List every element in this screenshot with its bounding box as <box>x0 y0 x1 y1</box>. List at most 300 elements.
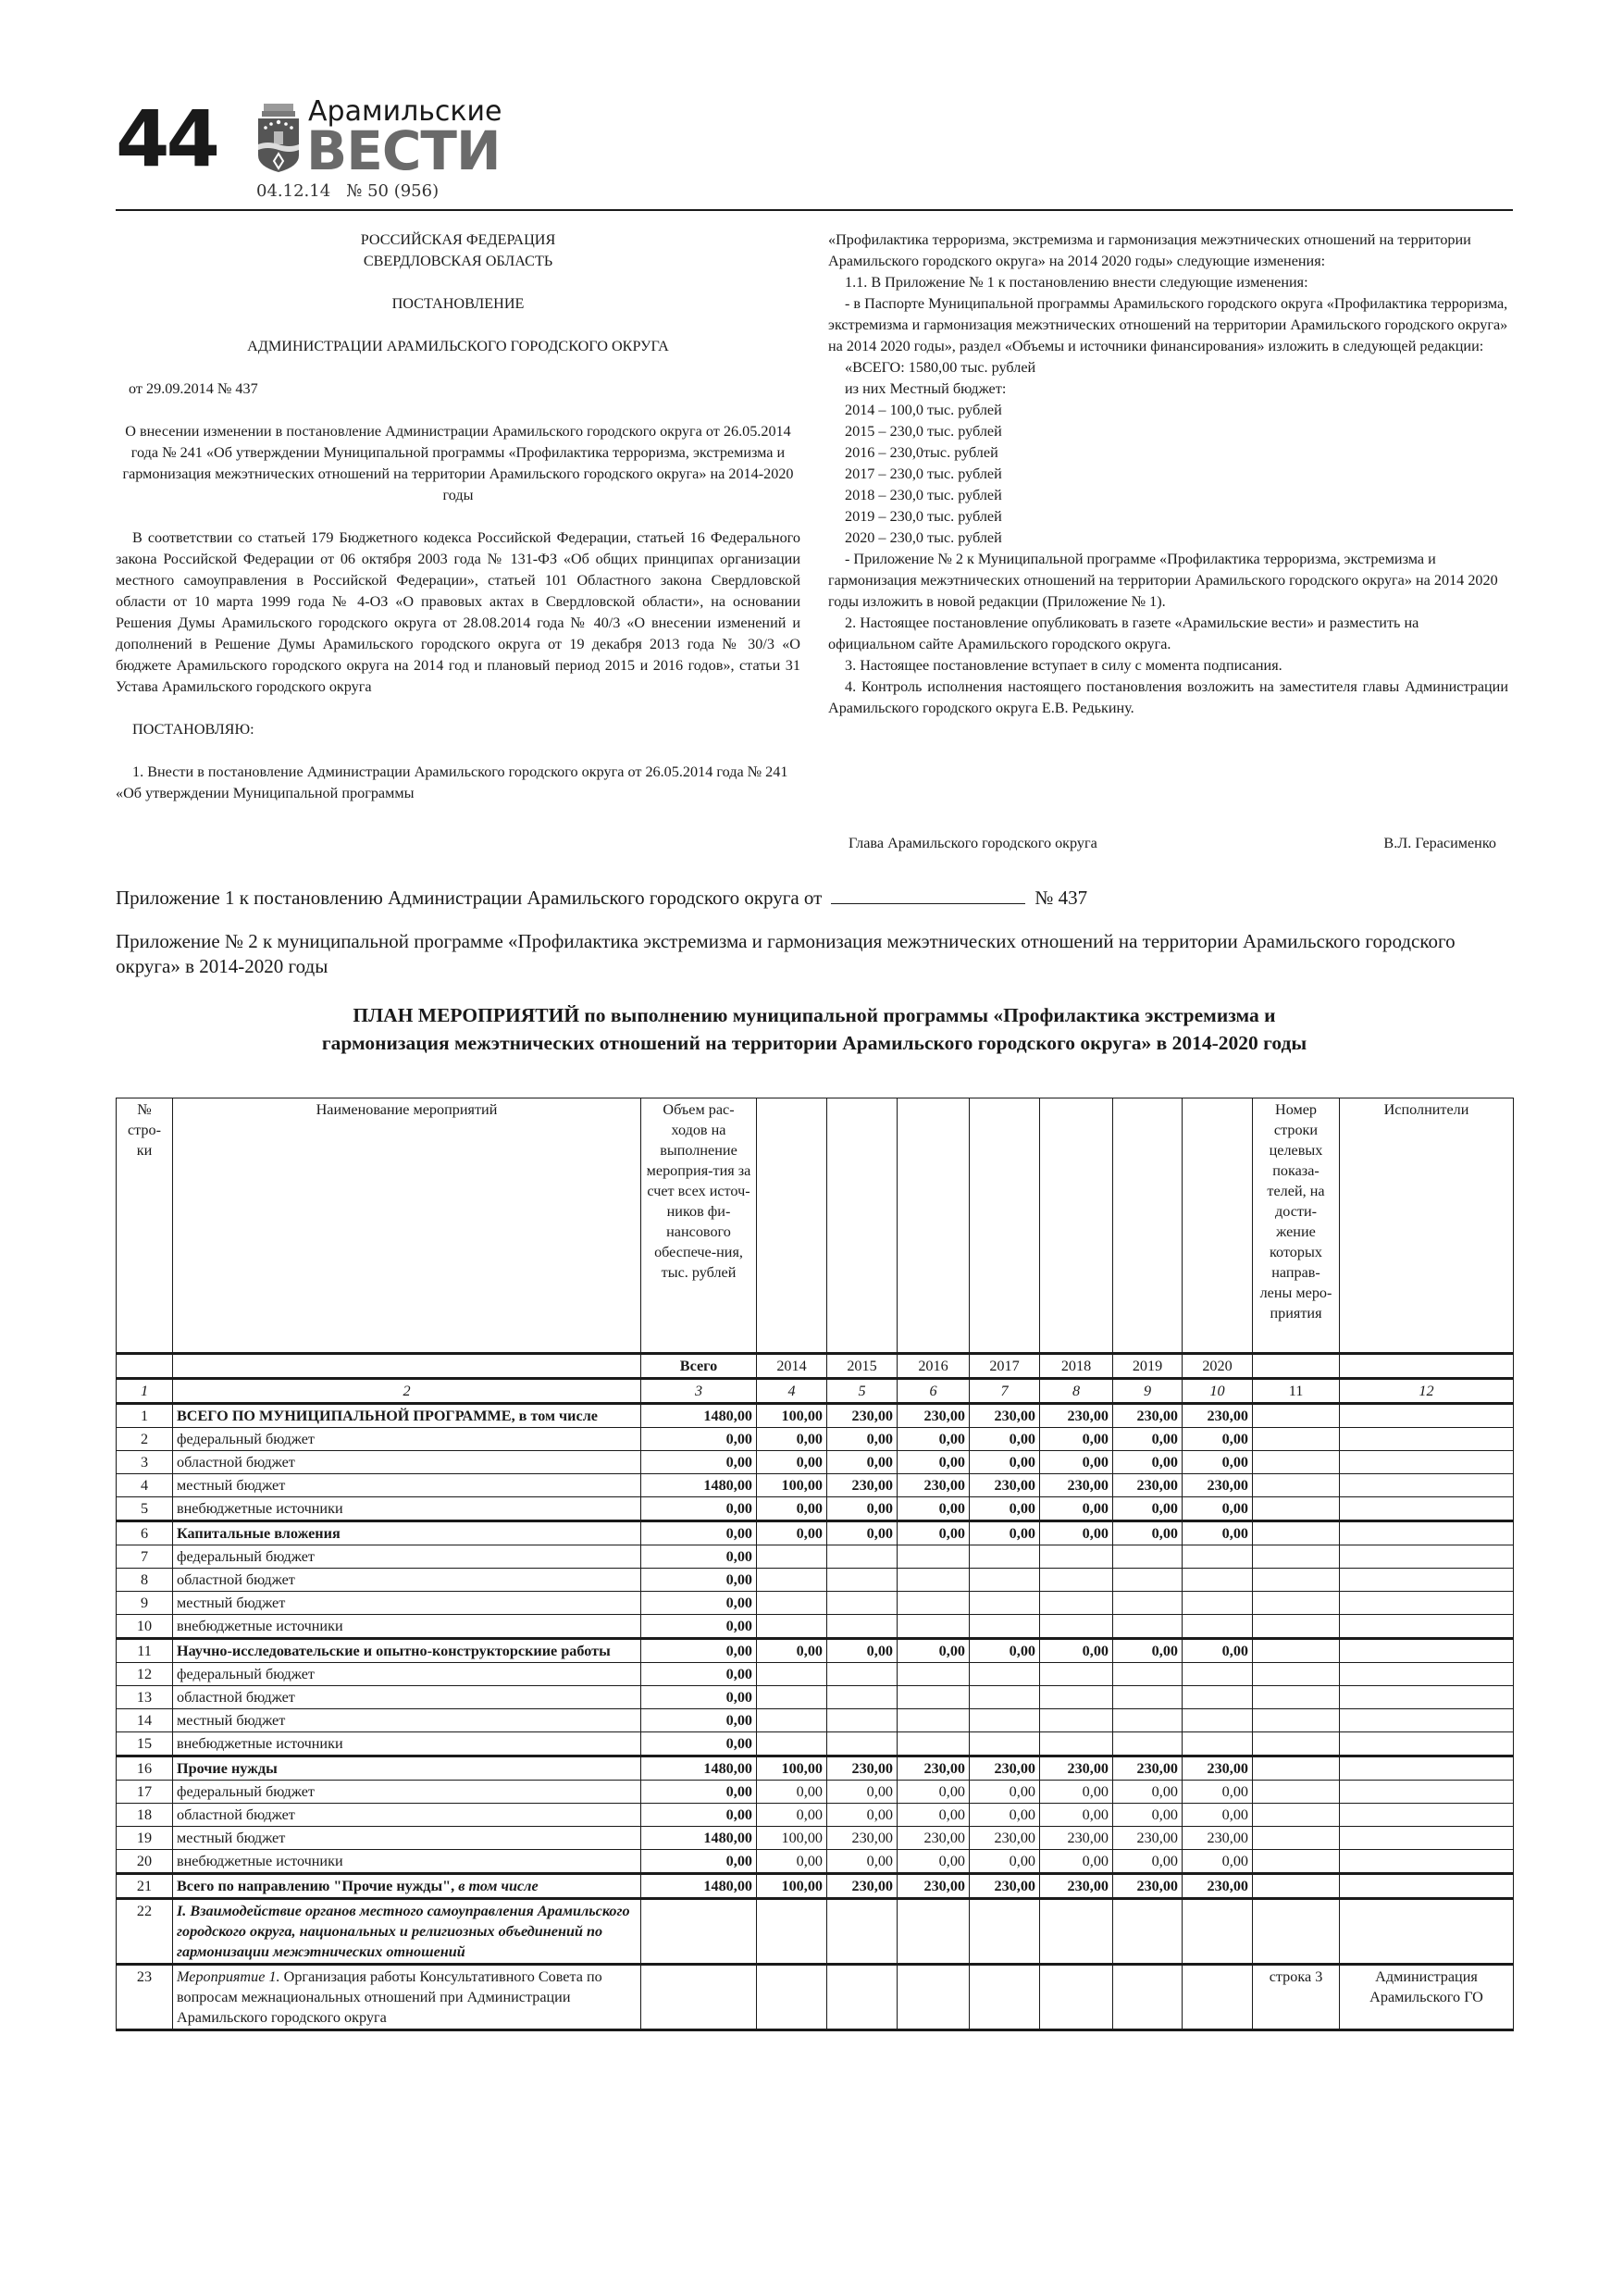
signature-name: В.Л. Герасименко <box>1383 835 1496 851</box>
target-row-ref <box>1253 1827 1340 1850</box>
table-row <box>117 1899 1514 1965</box>
year-value: 0,00 <box>1183 1428 1253 1451</box>
year-value: 230,00 <box>970 1404 1040 1428</box>
row-number: 21 <box>117 1874 173 1899</box>
year-value: 0,00 <box>898 1451 970 1474</box>
year-value: 0,00 <box>827 1781 898 1804</box>
col-number: 12 <box>1340 1379 1514 1404</box>
row-number: 12 <box>117 1663 173 1686</box>
executor <box>1340 1804 1514 1827</box>
row-number: 19 <box>117 1827 173 1850</box>
year-value: 230,00 <box>1183 1404 1253 1428</box>
table-row <box>117 1686 1514 1709</box>
year-value: 0,00 <box>1040 1639 1113 1663</box>
year-value <box>898 1686 970 1709</box>
total-value: 0,00 <box>641 1615 757 1639</box>
table-row <box>117 1804 1514 1827</box>
year-value: 230,00 <box>827 1756 898 1781</box>
date-number: от 29.09.2014 № 437 <box>129 380 258 397</box>
executor <box>1340 1781 1514 1804</box>
year-value <box>757 1709 827 1732</box>
year-value <box>970 1569 1040 1592</box>
target-row-ref <box>1253 1569 1340 1592</box>
activity-name: местный бюджет <box>173 1827 641 1850</box>
year-value <box>827 1592 898 1615</box>
activity-name: областной бюджет <box>173 1451 641 1474</box>
year-value: 0,00 <box>970 1850 1040 1874</box>
year-value: 0,00 <box>827 1428 898 1451</box>
year-value <box>898 1899 970 1965</box>
table-row <box>117 1874 1514 1899</box>
activity-name: местный бюджет <box>173 1592 641 1615</box>
year-value: 0,00 <box>1040 1428 1113 1451</box>
year-value <box>1040 1732 1113 1756</box>
year-value: 0,00 <box>970 1804 1040 1827</box>
funding-line: 2020 – 230,0 тыс. рублей <box>845 529 1002 546</box>
issue-date: 04.12.14 <box>256 181 331 201</box>
year-value: 230,00 <box>1113 1404 1183 1428</box>
year-value <box>827 1663 898 1686</box>
table-row <box>117 1827 1514 1850</box>
masthead-divider <box>116 209 1513 211</box>
table-row <box>117 1709 1514 1732</box>
row-number: 6 <box>117 1521 173 1545</box>
year-value <box>1183 1615 1253 1639</box>
year-value: 0,00 <box>1113 1451 1183 1474</box>
col-number: 6 <box>898 1379 970 1404</box>
year-value: 0,00 <box>1040 1781 1113 1804</box>
table-row <box>117 1474 1514 1497</box>
plan-title-line: гармонизация межэтнических отношений на территории Арамильского городского округа» в 2014-2020 годы <box>321 1032 1307 1054</box>
year-value <box>827 1709 898 1732</box>
total-value: 0,00 <box>641 1686 757 1709</box>
year-value: 0,00 <box>757 1850 827 1874</box>
table-row <box>117 1404 1514 1428</box>
year-value <box>970 1615 1040 1639</box>
year-value <box>757 1663 827 1686</box>
activity-name: Капитальные вложения <box>173 1521 641 1545</box>
header-name: Наименование мероприятий <box>173 1098 641 1354</box>
year-value <box>757 1615 827 1639</box>
col-number: 4 <box>757 1379 827 1404</box>
funding-line: 2016 – 230,0тыс. рублей <box>845 444 998 461</box>
row-number: 10 <box>117 1615 173 1639</box>
table-row <box>117 1639 1514 1663</box>
year-value: 0,00 <box>898 1850 970 1874</box>
year-value <box>970 1663 1040 1686</box>
total-value: 0,00 <box>641 1592 757 1615</box>
brand-name-top: Арамильские <box>308 95 502 128</box>
year-value <box>1113 1592 1183 1615</box>
year-value: 230,00 <box>827 1474 898 1497</box>
activity-name: ВСЕГО ПО МУНИЦИПАЛЬНОЙ ПРОГРАММЕ, в том числе <box>173 1404 641 1428</box>
table-row <box>117 1615 1514 1639</box>
col-number: 2 <box>173 1379 641 1404</box>
row-number: 16 <box>117 1756 173 1781</box>
executor <box>1340 1451 1514 1474</box>
table-row <box>117 1965 1514 2030</box>
year-value: 230,00 <box>898 1756 970 1781</box>
year-value: 230,00 <box>1183 1874 1253 1899</box>
row-number: 13 <box>117 1686 173 1709</box>
year-value <box>827 1965 898 2030</box>
year-value <box>827 1732 898 1756</box>
item-1: 1. Внести в постановление Администрации Арамильского городского округа от 26.05.2014 года № 241 «Об утверждении Муниципальной программы <box>116 763 788 801</box>
header-row <box>117 1098 1514 1354</box>
year-value <box>970 1965 1040 2030</box>
year-value <box>1183 1732 1253 1756</box>
header-row-no: № стро-ки <box>117 1098 173 1354</box>
plan-title-line: ПЛАН МЕРОПРИЯТИЙ по выполнению муниципальной программы «Профилактика экстремизма и <box>353 1004 1276 1026</box>
year-value: 0,00 <box>970 1497 1040 1521</box>
year-value <box>1040 1592 1113 1615</box>
appendix-1-number: № 437 <box>1035 887 1088 909</box>
item-1-1-b: - Приложение № 2 к Муниципальной программе «Профилактика терроризма, экстремизма и гармонизация межэтнических отношений на территории Арамильского городского округа» на 2014 2020 годы изложить в новой редакции (Приложение № 1). <box>828 551 1498 610</box>
col-number: 3 <box>641 1379 757 1404</box>
executor <box>1340 1545 1514 1569</box>
activity-name: внебюджетные источники <box>173 1615 641 1639</box>
col-number: 7 <box>970 1379 1040 1404</box>
item-4: 4. Контроль исполнения настоящего постановления возложить на заместителя главы Администрации Арамильского городского округа Е.В. Редькину. <box>828 678 1508 716</box>
year-value: 0,00 <box>1113 1639 1183 1663</box>
funding-line: 2017 – 230,0 тыс. рублей <box>845 465 1002 482</box>
header-line: РОССИЙСКАЯ ФЕДЕРАЦИЯ <box>360 231 556 248</box>
decree-left-column <box>116 230 800 804</box>
executor <box>1340 1615 1514 1639</box>
year-value: 0,00 <box>970 1451 1040 1474</box>
year-value: 0,00 <box>898 1428 970 1451</box>
target-row-ref <box>1253 1804 1340 1827</box>
years-row <box>117 1354 1514 1379</box>
year-value <box>970 1732 1040 1756</box>
funding-line: 2018 – 230,0 тыс. рублей <box>845 487 1002 503</box>
year-value: 0,00 <box>827 1521 898 1545</box>
blank-date-line <box>831 888 1025 904</box>
row-number: 23 <box>117 1965 173 2030</box>
executor <box>1340 1732 1514 1756</box>
col-number: 5 <box>827 1379 898 1404</box>
header-line: СВЕРДЛОВСКАЯ ОБЛАСТЬ <box>363 253 553 269</box>
year-value <box>1183 1545 1253 1569</box>
year-value: 230,00 <box>898 1827 970 1850</box>
year-value: 230,00 <box>1113 1474 1183 1497</box>
activity-name: областной бюджет <box>173 1686 641 1709</box>
year-value: 0,00 <box>1183 1850 1253 1874</box>
activity-name <box>173 1874 641 1899</box>
year-value: 0,00 <box>1183 1781 1253 1804</box>
year-value: 0,00 <box>898 1781 970 1804</box>
year-value: 230,00 <box>827 1404 898 1428</box>
year-value <box>1113 1569 1183 1592</box>
issue-number: № 50 (956) <box>346 181 440 201</box>
year-value: 230,00 <box>970 1756 1040 1781</box>
column-numbers-row <box>117 1379 1514 1404</box>
brand-name-main: ВЕСТИ <box>306 119 501 182</box>
activity-name: федеральный бюджет <box>173 1428 641 1451</box>
year-value: 0,00 <box>757 1521 827 1545</box>
table-row <box>117 1732 1514 1756</box>
executor <box>1340 1686 1514 1709</box>
issuer: АДМИНИСТРАЦИИ АРАМИЛЬСКОГО ГОРОДСКОГО ОКРУГА <box>247 338 669 354</box>
total-value <box>641 1899 757 1965</box>
year-value <box>898 1663 970 1686</box>
year-value <box>1113 1545 1183 1569</box>
year-value <box>827 1686 898 1709</box>
year-value: 0,00 <box>827 1639 898 1663</box>
year-value <box>898 1709 970 1732</box>
table-row <box>117 1545 1514 1569</box>
year-value: 0,00 <box>970 1639 1040 1663</box>
year-value <box>898 1732 970 1756</box>
total-value: 1480,00 <box>641 1474 757 1497</box>
header-year: 2016 <box>898 1354 970 1379</box>
funding-line: «ВСЕГО: 1580,00 тыс. рублей <box>845 359 1036 376</box>
total-value: 0,00 <box>641 1428 757 1451</box>
col-number: 9 <box>1113 1379 1183 1404</box>
col-number: 1 <box>117 1379 173 1404</box>
total-value: 1480,00 <box>641 1404 757 1428</box>
target-row-ref <box>1253 1639 1340 1663</box>
executor <box>1340 1663 1514 1686</box>
total-value: 0,00 <box>641 1663 757 1686</box>
total-value: 0,00 <box>641 1545 757 1569</box>
year-value <box>1040 1709 1113 1732</box>
year-value: 230,00 <box>970 1827 1040 1850</box>
table-row <box>117 1850 1514 1874</box>
year-value: 0,00 <box>1113 1521 1183 1545</box>
year-value <box>827 1615 898 1639</box>
year-value: 230,00 <box>1183 1474 1253 1497</box>
activity-name: внебюджетные источники <box>173 1850 641 1874</box>
total-value: 0,00 <box>641 1639 757 1663</box>
item-1-1: 1.1. В Приложение № 1 к постановлению внести следующие изменения: <box>845 274 1308 291</box>
col-number: 8 <box>1040 1379 1113 1404</box>
year-value: 230,00 <box>1040 1474 1113 1497</box>
year-value <box>1040 1899 1113 1965</box>
year-value <box>898 1965 970 2030</box>
activity-name: федеральный бюджет <box>173 1781 641 1804</box>
year-value <box>757 1592 827 1615</box>
year-value: 230,00 <box>1183 1756 1253 1781</box>
year-value <box>970 1545 1040 1569</box>
col-number: 11 <box>1253 1379 1340 1404</box>
year-value: 0,00 <box>757 1639 827 1663</box>
preamble: В соответствии со статьей 179 Бюджетного кодекса Российской Федерации, статьей 16 Федерального закона Российской Федерации от 06 октября 2003 года № 131-ФЗ «Об общих принципах организации местного самоуправления в Российской Федерации», статьей 101 Областного закона Свердловской области от 10 марта 1999 года № 4-ОЗ «О правовых актах в Свердловской области», на основании Решения Думы Арамильского городского округа от 28.08.2014 года № 40/3 «О внесении изменений и дополнений в Решение Думы Арамильского городского округа от 19 декабря 2013 года № 30/3 «О бюджете Арамильского городского округа на 2014 год и плановый период 2015 и 2016 годов», статьи 31 Устава Арамильского городского округа <box>116 529 800 695</box>
year-value <box>1183 1709 1253 1732</box>
year-value: 230,00 <box>827 1874 898 1899</box>
total-value <box>641 1965 757 2030</box>
total-value: 0,00 <box>641 1521 757 1545</box>
header-year: 2017 <box>970 1354 1040 1379</box>
year-value: 230,00 <box>827 1827 898 1850</box>
header-volume: Объем рас-ходов на выполнение мероприя-тия за счет всех источ-ников фи-нансового обеспече-ния, тыс. рублей <box>641 1098 757 1354</box>
year-value <box>827 1569 898 1592</box>
table-row <box>117 1592 1514 1615</box>
row-number: 15 <box>117 1732 173 1756</box>
year-value: 0,00 <box>898 1521 970 1545</box>
executor <box>1340 1592 1514 1615</box>
year-value <box>1040 1686 1113 1709</box>
item-1-1-a: - в Паспорте Муниципальной программы Арамильского городского округа «Профилактика терроризма, экстремизма и гармонизация межэтнических отношений на территории Арамильского городского округа» на 2014 2020 годы», раздел «Объемы и источники финансирования» изложить в следующей редакции: <box>828 295 1508 354</box>
row-number: 7 <box>117 1545 173 1569</box>
target-row-ref <box>1253 1709 1340 1732</box>
target-row-ref <box>1253 1899 1340 1965</box>
executor <box>1340 1827 1514 1850</box>
header-year: 2019 <box>1113 1354 1183 1379</box>
activity-name: областной бюджет <box>173 1569 641 1592</box>
total-value: 0,00 <box>641 1709 757 1732</box>
total-value: 1480,00 <box>641 1874 757 1899</box>
total-value: 1480,00 <box>641 1756 757 1781</box>
year-value: 230,00 <box>970 1474 1040 1497</box>
funding-line: из них Местный бюджет: <box>845 380 1007 397</box>
activity-description: Организация работы Консультативного Совета по вопросам межнациональных отношений при Администрации Арамильского городского округа <box>177 1968 602 2026</box>
year-value <box>827 1899 898 1965</box>
executor <box>1340 1474 1514 1497</box>
funding-line: 2019 – 230,0 тыс. рублей <box>845 508 1002 525</box>
target-row-ref <box>1253 1592 1340 1615</box>
executor <box>1340 1521 1514 1545</box>
target-row-ref <box>1253 1521 1340 1545</box>
appendix-1-text: Приложение 1 к постановлению Администрации Арамильского городского округа от <box>116 887 823 909</box>
executor <box>1340 1756 1514 1781</box>
target-row-ref <box>1253 1756 1340 1781</box>
year-value: 230,00 <box>1113 1756 1183 1781</box>
year-value: 0,00 <box>1183 1639 1253 1663</box>
table-row <box>117 1569 1514 1592</box>
year-value <box>757 1965 827 2030</box>
activity-name: внебюджетные источники <box>173 1732 641 1756</box>
year-value: 0,00 <box>1113 1428 1183 1451</box>
year-value: 0,00 <box>827 1451 898 1474</box>
year-value: 100,00 <box>757 1474 827 1497</box>
year-value: 230,00 <box>898 1874 970 1899</box>
activity-name: местный бюджет <box>173 1474 641 1497</box>
header-year: 2020 <box>1183 1354 1253 1379</box>
table-row <box>117 1451 1514 1474</box>
header-year: 2015 <box>827 1354 898 1379</box>
decree-right-column <box>828 230 1508 719</box>
year-value: 0,00 <box>970 1521 1040 1545</box>
page-number: 44 <box>116 93 217 184</box>
year-value: 0,00 <box>1040 1451 1113 1474</box>
executor <box>1340 1497 1514 1521</box>
year-value: 0,00 <box>1040 1521 1113 1545</box>
target-row-ref <box>1253 1781 1340 1804</box>
year-value <box>970 1709 1040 1732</box>
year-value <box>757 1686 827 1709</box>
year-value <box>757 1545 827 1569</box>
funding-line: 2015 – 230,0 тыс. рублей <box>845 423 1002 440</box>
year-value: 0,00 <box>1040 1850 1113 1874</box>
year-value <box>1113 1709 1183 1732</box>
year-value <box>1183 1663 1253 1686</box>
year-value <box>1113 1965 1183 2030</box>
total-value: 0,00 <box>641 1781 757 1804</box>
appendix-1-caption <box>116 887 1087 910</box>
year-value <box>1040 1545 1113 1569</box>
row-number: 5 <box>117 1497 173 1521</box>
year-value: 0,00 <box>827 1497 898 1521</box>
year-value <box>1113 1615 1183 1639</box>
year-value: 0,00 <box>1113 1850 1183 1874</box>
executor: Администрация Арамильского ГО <box>1340 1965 1514 2030</box>
year-value: 230,00 <box>970 1874 1040 1899</box>
row-number: 1 <box>117 1404 173 1428</box>
year-value <box>1183 1592 1253 1615</box>
year-value: 0,00 <box>898 1804 970 1827</box>
year-value: 0,00 <box>757 1428 827 1451</box>
action-plan-table <box>116 1098 1514 2031</box>
year-value: 0,00 <box>970 1781 1040 1804</box>
decree-subject: О внесении изменении в постановление Администрации Арамильского городского округа от 26.05.2014 года № 241 «Об утверждении Муниципальной программы «Профилактика терроризма, экстремизма и гармонизация межэтнических отношений на территории Арамильского городского округа» на 2014-2020 годы <box>122 423 794 503</box>
row-number: 17 <box>117 1781 173 1804</box>
year-value: 230,00 <box>1040 1874 1113 1899</box>
year-value: 230,00 <box>1040 1404 1113 1428</box>
appendix-2-caption: Приложение № 2 к муниципальной программе «Профилактика экстремизма и гармонизация межэтнических отношений на территории Арамильского городского округа» в 2014-2020 годы <box>116 930 1456 977</box>
total-value: 0,00 <box>641 1804 757 1827</box>
year-value <box>898 1569 970 1592</box>
year-value: 0,00 <box>1113 1497 1183 1521</box>
row-number: 22 <box>117 1899 173 1965</box>
target-row-ref <box>1253 1663 1340 1686</box>
target-row-ref <box>1253 1686 1340 1709</box>
year-value: 230,00 <box>1040 1756 1113 1781</box>
year-value: 0,00 <box>757 1497 827 1521</box>
target-row-ref: строка 3 <box>1253 1965 1340 2030</box>
year-value: 0,00 <box>757 1451 827 1474</box>
year-value <box>1040 1965 1113 2030</box>
table-row <box>117 1497 1514 1521</box>
year-value <box>970 1899 1040 1965</box>
activity-name: федеральный бюджет <box>173 1545 641 1569</box>
year-value <box>970 1592 1040 1615</box>
year-value <box>1040 1615 1113 1639</box>
year-value: 100,00 <box>757 1404 827 1428</box>
total-value: 0,00 <box>641 1569 757 1592</box>
year-value <box>1113 1663 1183 1686</box>
total-value: 1480,00 <box>641 1827 757 1850</box>
table-row <box>117 1663 1514 1686</box>
activity-name <box>173 1965 641 2030</box>
year-value: 230,00 <box>1113 1827 1183 1850</box>
row-number: 20 <box>117 1850 173 1874</box>
target-row-ref <box>1253 1732 1340 1756</box>
year-value <box>970 1686 1040 1709</box>
item-1-continued: «Профилактика терроризма, экстремизма и гармонизация межэтнических отношений на территории Арамильского городского округа» на 2014 2020 годы» следующие изменения: <box>828 231 1471 269</box>
year-value: 0,00 <box>1183 1521 1253 1545</box>
target-row-ref <box>1253 1404 1340 1428</box>
target-row-ref <box>1253 1850 1340 1874</box>
row-number: 18 <box>117 1804 173 1827</box>
row-number: 3 <box>117 1451 173 1474</box>
year-value: 0,00 <box>757 1804 827 1827</box>
table-row <box>117 1521 1514 1545</box>
total-value: 0,00 <box>641 1497 757 1521</box>
year-value <box>827 1545 898 1569</box>
signature-block <box>849 835 1496 852</box>
target-row-ref <box>1253 1497 1340 1521</box>
table-row <box>117 1781 1514 1804</box>
row-number: 8 <box>117 1569 173 1592</box>
executor <box>1340 1709 1514 1732</box>
header-executors: Исполнители <box>1340 1098 1514 1354</box>
year-value <box>898 1545 970 1569</box>
table-row <box>117 1428 1514 1451</box>
executor <box>1340 1569 1514 1592</box>
row-number: 9 <box>117 1592 173 1615</box>
year-value: 100,00 <box>757 1874 827 1899</box>
